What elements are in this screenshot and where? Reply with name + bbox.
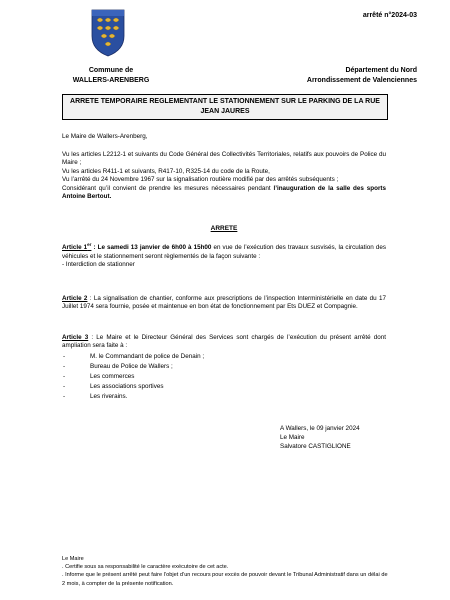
list-item: - Les associations sportives <box>62 382 386 392</box>
signature-block <box>280 424 360 451</box>
article-3 <box>62 334 386 351</box>
footer-line-1: . Certifie sous sa responsabilité le caractère exécutoire de cet acte. <box>62 564 229 571</box>
article-1-item: - Interdiction de stationner <box>62 260 135 268</box>
signatory-name: Salvatore CASTIGLIONE <box>280 443 351 450</box>
article-3-label: Article 3 <box>62 334 89 341</box>
preamble-considerations <box>62 151 386 201</box>
article-1-text: en vue de l’exécution des travaux susvisés, la circulation des véhicules et le stationnement seront règlementés de la façon suivante : <box>62 244 386 260</box>
commune-name: WALLERS-ARENBERG <box>72 77 150 84</box>
vu-cgct: Vu les articles L2212-1 et suivants du Code Général des Collectivités Territoriales, relatifs aux pouvoirs de Police du Maire ; <box>62 151 386 167</box>
list-item: - Les riverains. <box>62 392 386 402</box>
list-item: - Les commerces <box>62 372 386 382</box>
considerant <box>62 185 386 202</box>
recipients-list <box>62 352 386 402</box>
article-1 <box>62 241 386 269</box>
title-line-1: ARRETE TEMPORAIRE REGLEMENTANT LE STATIONNEMENT SUR LE PARKING DE LA RUE <box>70 98 380 105</box>
commune-label: Commune de <box>88 67 134 74</box>
signatory-role: Le Maire <box>280 434 305 441</box>
article-2-text: : La signalisation de chantier, conforme aux prescriptions de l’inspection Interministérielle en date du 17 Juillet 1974 sera fournie, posée et maintenue en bon état de fonctionnement par Ets DUEZ et Compagnie. <box>62 295 386 311</box>
article-1-label: Article 1er <box>62 242 92 252</box>
place-date: A Wallers, le 09 janvier 2024 <box>280 425 360 432</box>
article-1-date: : Le samedi 13 janvier de 6h00 à 15h00 <box>91 244 212 252</box>
department-block <box>237 66 417 86</box>
footer-line-2: . Informe que le présent arrêté peut faire l’objet d’un recours pour excès de pouvoir devant le Tribunal Administratif dans un délai de 2 mois, à compter de la présente notification. <box>62 572 388 587</box>
list-item: - Bureau de Police de Wallers ; <box>62 362 386 372</box>
article-3-text: : Le Maire et le Directeur Général des Services sont chargés de l’exécution du présent arrêté dont ampliation sera faite à : <box>62 334 386 350</box>
commune-block <box>68 66 154 86</box>
arrondissement-name: Arrondissement de Valenciennes <box>306 77 417 84</box>
decree-reference: arrêté n°2024-03 <box>362 12 417 19</box>
article-2-label: Article 2 <box>62 295 88 302</box>
footer-title: Le Maire <box>62 556 84 562</box>
arrete-heading: ARRETE <box>210 225 238 232</box>
coat-of-arms-logo <box>88 6 128 58</box>
department-name: Département du Nord <box>345 67 417 74</box>
document-title <box>62 94 388 120</box>
considerant-event: l’inauguration de la salle des sports Antoine Bertout. <box>62 184 386 201</box>
preamble-intro: Le Maire de Wallers-Arenberg, <box>62 133 148 140</box>
vu-code-route: Vu les articles R411-1 et suivants, R417-10, R325-14 du code de la Route, <box>62 167 270 175</box>
considerant-text: Considérant qu’il convient de prendre les mesures nécessaires pendant <box>62 184 274 192</box>
article-2 <box>62 295 386 312</box>
vu-arrete-1967: Vu l’arrêté du 24 Novembre 1967 sur la signalisation routière modifié par des arrêtés subséquents ; <box>62 176 339 184</box>
title-line-2: JEAN JAURES <box>200 108 250 115</box>
list-item: - M. le Commandant de police de Denain ; <box>62 352 386 362</box>
footer-notice <box>62 555 392 588</box>
